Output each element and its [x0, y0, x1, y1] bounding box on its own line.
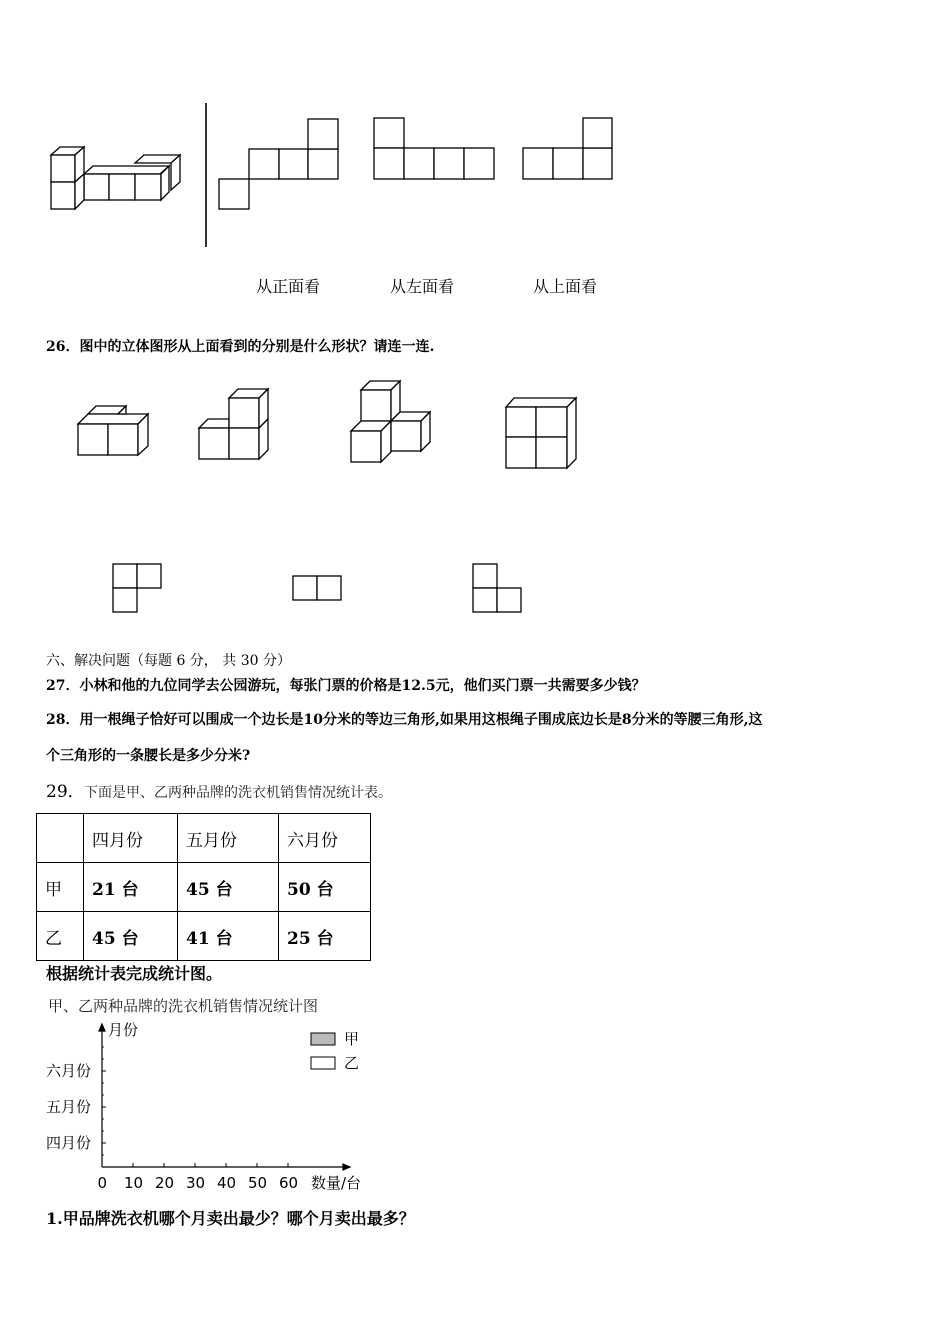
chart-xlabel: 数量/台	[311, 1174, 362, 1192]
cube-solid-figure	[51, 147, 180, 209]
legend-label-yi: 乙	[344, 1054, 360, 1072]
chart-category-label: 五月份	[46, 1098, 92, 1116]
x-tick-label: 20	[155, 1174, 175, 1192]
q29-text: 下面是甲、乙两种品牌的洗衣机销售情况统计表。	[84, 785, 392, 801]
chart-category-label: 六月份	[46, 1062, 92, 1080]
table-cell: 甲	[37, 863, 84, 912]
left-view-label: 从左面看	[390, 277, 455, 296]
table-header-cell: 五月份	[178, 814, 279, 863]
q28-line2: 个三角形的一条腰长是多少分米?	[46, 748, 251, 764]
q28-line1: 28．用一根绳子恰好可以围成一个边长是10分米的等边三角形,如果用这根绳子围成底边长是8分米的等腰三角形,这	[46, 712, 763, 728]
table-cell: 45 台	[84, 912, 178, 961]
x-tick-label: 30	[186, 1174, 206, 1192]
q29-sub1-text: 1.甲品牌洗衣机哪个月卖出最少？哪个月卖出最多？	[46, 1209, 415, 1228]
q27-text: 27．小林和他的九位同学去公园游玩，每张门票的价格是12.5元，他们买门票一共需要多少钱？	[46, 678, 646, 694]
table-cell: 乙	[37, 912, 84, 961]
q26-solids-figure	[70, 375, 590, 475]
top-view-label: 从上面看	[533, 277, 598, 296]
top-view-shape	[523, 118, 612, 179]
table-cell: 25 台	[279, 912, 371, 961]
left-view-shape	[374, 118, 494, 179]
front-view-shape	[219, 119, 338, 209]
front-view-label: 从正面看	[256, 277, 321, 296]
q26-topviews-figure	[105, 558, 530, 618]
chart-category-label: 四月份	[46, 1134, 92, 1152]
chart-title: 甲、乙两种品牌的洗衣机销售情况统计图	[48, 997, 319, 1015]
y-axis-arrow	[99, 1024, 105, 1031]
table-cell: 21 台	[84, 863, 178, 912]
legend-swatch-yi	[311, 1057, 335, 1069]
table-cell: 50 台	[279, 863, 371, 912]
views-figure	[40, 95, 640, 255]
x-tick-label: 50	[248, 1174, 268, 1192]
sales-table	[36, 813, 371, 961]
solid-4	[506, 398, 576, 468]
legend-label-jia: 甲	[344, 1030, 360, 1048]
x-tick-label: 0	[97, 1174, 108, 1192]
table-cell: 45 台	[178, 863, 279, 912]
table-header-row	[37, 814, 371, 863]
q26-text: 26．图中的立体图形从上面看到的分别是什么形状？请连一连.	[46, 339, 435, 355]
table-header-cell: 四月份	[84, 814, 178, 863]
x-tick-label: 60	[279, 1174, 299, 1192]
x-tick-label: 10	[124, 1174, 144, 1192]
x-axis-arrow	[343, 1164, 350, 1170]
x-tick-label: 40	[217, 1174, 237, 1192]
table-header-cell: 六月份	[279, 814, 371, 863]
section-6-heading: 六、解决问题（每题 6 分， 共 30 分）	[46, 653, 291, 669]
top-view-option-2	[293, 576, 341, 600]
chart-ylabel: 月份	[108, 1021, 139, 1039]
chart-legend	[311, 1033, 335, 1069]
table-cell: 41 台	[178, 912, 279, 961]
table-row	[37, 863, 371, 912]
q29-instruction: 根据统计表完成统计图。	[46, 964, 223, 983]
top-view-option-3	[473, 564, 521, 612]
q29-number: 29．	[46, 782, 85, 802]
table-row	[37, 912, 371, 961]
solid-2	[199, 389, 268, 459]
table-header-cell	[37, 814, 84, 863]
solid-3	[351, 381, 430, 462]
solid-1	[78, 406, 148, 455]
top-view-option-1	[113, 564, 161, 612]
legend-swatch-jia	[311, 1033, 335, 1045]
